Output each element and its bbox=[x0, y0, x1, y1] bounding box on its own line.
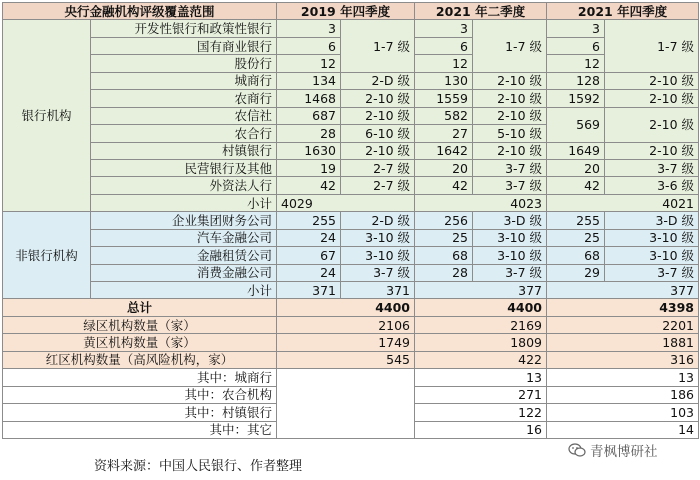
subtotal-label: 小计 bbox=[91, 194, 277, 211]
institution-name: 国有商业银行 bbox=[91, 37, 277, 54]
level-cell: 2-7 级 bbox=[341, 177, 415, 194]
count-cell: 256 bbox=[415, 212, 473, 229]
level-cell: 1-7 级 bbox=[473, 20, 547, 72]
subtotal-cell: 377 bbox=[547, 282, 699, 299]
count-cell: 12 bbox=[415, 55, 473, 72]
subtotal-label: 小计 bbox=[91, 282, 277, 299]
red-zone-row bbox=[3, 351, 699, 368]
watermark bbox=[565, 440, 661, 460]
count-cell: 27 bbox=[415, 125, 473, 142]
table-row bbox=[3, 264, 699, 281]
level-cell: 2-10 级 bbox=[473, 72, 547, 89]
subtotal-cell: 4029 bbox=[277, 194, 415, 211]
level-cell: 2-10 级 bbox=[605, 107, 699, 142]
green-zone-cell: 2106 bbox=[277, 316, 415, 333]
level-cell: 3-7 级 bbox=[605, 159, 699, 176]
breakdown-row bbox=[3, 369, 699, 386]
level-cell: 3-10 级 bbox=[341, 247, 415, 264]
breakdown-cell: 271 bbox=[415, 386, 547, 403]
count-cell: 134 bbox=[277, 72, 341, 89]
period-header: 2021 年四季度 bbox=[547, 3, 699, 20]
level-cell: 3-6 级 bbox=[605, 177, 699, 194]
count-cell: 24 bbox=[277, 229, 341, 246]
table-row bbox=[3, 72, 699, 89]
count-cell: 255 bbox=[547, 212, 605, 229]
breakdown-cell: 16 bbox=[415, 421, 547, 438]
count-cell: 582 bbox=[415, 107, 473, 124]
count-cell: 24 bbox=[277, 264, 341, 281]
green-zone-row bbox=[3, 316, 699, 333]
institution-name: 汽车金融公司 bbox=[91, 229, 277, 246]
count-cell: 20 bbox=[415, 159, 473, 176]
count-cell: 67 bbox=[277, 247, 341, 264]
level-cell: 3-7 级 bbox=[473, 264, 547, 281]
table-row bbox=[3, 20, 699, 37]
level-cell: 1-7 级 bbox=[605, 20, 699, 72]
breakdown-label: 其中：农合机构 bbox=[3, 386, 277, 403]
breakdown-label: 其中：城商行 bbox=[3, 369, 277, 386]
count-cell: 3 bbox=[415, 20, 473, 37]
institution-name: 开发性银行和政策性银行 bbox=[91, 20, 277, 37]
level-cell: 3-7 级 bbox=[605, 264, 699, 281]
total-label: 总计 bbox=[3, 299, 277, 316]
table-row bbox=[3, 229, 699, 246]
table-row bbox=[3, 142, 699, 159]
yellow-zone-label: 黄区机构数量（家） bbox=[3, 334, 277, 351]
count-cell: 29 bbox=[547, 264, 605, 281]
breakdown-cell: 13 bbox=[415, 369, 547, 386]
rating-coverage-table bbox=[2, 2, 699, 439]
wechat-icon bbox=[568, 443, 586, 457]
total-row bbox=[3, 299, 699, 316]
level-cell: 5-10 级 bbox=[473, 125, 547, 142]
scope-header: 央行金融机构评级覆盖范围 bbox=[3, 3, 277, 20]
subtotal-cell: 4023 bbox=[415, 194, 547, 211]
table-row bbox=[3, 159, 699, 176]
count-cell: 68 bbox=[547, 247, 605, 264]
count-cell: 42 bbox=[415, 177, 473, 194]
red-zone-cell: 316 bbox=[547, 351, 699, 368]
green-zone-cell: 2201 bbox=[547, 316, 699, 333]
count-cell: 687 bbox=[277, 107, 341, 124]
count-cell: 19 bbox=[277, 159, 341, 176]
subtotal-cell: 4021 bbox=[547, 194, 699, 211]
institution-name: 股份行 bbox=[91, 55, 277, 72]
institution-name: 农信社 bbox=[91, 107, 277, 124]
yellow-zone-cell: 1881 bbox=[547, 334, 699, 351]
count-cell: 68 bbox=[415, 247, 473, 264]
level-cell: 3-10 级 bbox=[605, 229, 699, 246]
level-cell: 6-10 级 bbox=[341, 125, 415, 142]
total-cell: 4400 bbox=[415, 299, 547, 316]
subtotal-row bbox=[3, 194, 699, 211]
header-row bbox=[3, 3, 699, 20]
breakdown-label: 其中：村镇银行 bbox=[3, 404, 277, 421]
count-cell: 25 bbox=[415, 229, 473, 246]
subtotal-cell: 371 bbox=[341, 282, 415, 299]
green-zone-cell: 2169 bbox=[415, 316, 547, 333]
level-cell: 1-7 级 bbox=[341, 20, 415, 72]
count-cell: 3 bbox=[547, 20, 605, 37]
level-cell: 2-10 级 bbox=[341, 142, 415, 159]
source-note: 资料来源：中国人民银行、作者整理 bbox=[94, 459, 303, 474]
count-cell: 1649 bbox=[547, 142, 605, 159]
institution-name: 民营银行及其他 bbox=[91, 159, 277, 176]
table-row bbox=[3, 107, 699, 124]
institution-name: 城商行 bbox=[91, 72, 277, 89]
count-cell: 42 bbox=[277, 177, 341, 194]
subtotal-row bbox=[3, 282, 699, 299]
table-row bbox=[3, 247, 699, 264]
count-cell: 28 bbox=[277, 125, 341, 142]
bank-group-label: 银行机构 bbox=[3, 20, 91, 212]
level-cell: 2-10 级 bbox=[473, 142, 547, 159]
count-cell: 42 bbox=[547, 177, 605, 194]
breakdown-cell: 122 bbox=[415, 404, 547, 421]
level-cell: 2-10 级 bbox=[341, 107, 415, 124]
yellow-zone-row bbox=[3, 334, 699, 351]
table-row bbox=[3, 177, 699, 194]
nonbank-group-label: 非银行机构 bbox=[3, 212, 91, 299]
count-cell: 1630 bbox=[277, 142, 341, 159]
breakdown-cell: 103 bbox=[547, 404, 699, 421]
count-cell: 1468 bbox=[277, 90, 341, 107]
count-cell: 3 bbox=[277, 20, 341, 37]
level-cell: 2-10 级 bbox=[605, 72, 699, 89]
count-cell: 255 bbox=[277, 212, 341, 229]
yellow-zone-cell: 1749 bbox=[277, 334, 415, 351]
count-cell: 1559 bbox=[415, 90, 473, 107]
total-cell: 4400 bbox=[277, 299, 415, 316]
level-cell: 3-10 级 bbox=[341, 229, 415, 246]
level-cell: 3-10 级 bbox=[473, 229, 547, 246]
empty-cell bbox=[277, 369, 415, 439]
count-cell: 1642 bbox=[415, 142, 473, 159]
level-cell: 2-10 级 bbox=[605, 142, 699, 159]
institution-name: 农商行 bbox=[91, 90, 277, 107]
level-cell: 2-D 级 bbox=[341, 72, 415, 89]
count-cell: 20 bbox=[547, 159, 605, 176]
level-cell: 2-D 级 bbox=[341, 212, 415, 229]
watermark-text: 青枫博研社 bbox=[590, 444, 658, 460]
count-cell: 128 bbox=[547, 72, 605, 89]
breakdown-cell: 13 bbox=[547, 369, 699, 386]
table-row bbox=[3, 90, 699, 107]
institution-name: 消费金融公司 bbox=[91, 264, 277, 281]
breakdown-label: 其中：其它 bbox=[3, 421, 277, 438]
count-cell: 6 bbox=[277, 37, 341, 54]
institution-name: 村镇银行 bbox=[91, 142, 277, 159]
count-cell: 1592 bbox=[547, 90, 605, 107]
breakdown-cell: 14 bbox=[547, 421, 699, 438]
red-zone-cell: 545 bbox=[277, 351, 415, 368]
institution-name: 企业集团财务公司 bbox=[91, 212, 277, 229]
count-cell: 28 bbox=[415, 264, 473, 281]
level-cell: 2-10 级 bbox=[341, 90, 415, 107]
level-cell: 3-7 级 bbox=[473, 159, 547, 176]
level-cell: 2-7 级 bbox=[341, 159, 415, 176]
subtotal-cell: 371 bbox=[277, 282, 341, 299]
level-cell: 3-7 级 bbox=[341, 264, 415, 281]
table-row bbox=[3, 212, 699, 229]
level-cell: 2-10 级 bbox=[473, 90, 547, 107]
count-cell: 12 bbox=[547, 55, 605, 72]
level-cell: 3-10 级 bbox=[605, 247, 699, 264]
level-cell: 2-10 级 bbox=[605, 90, 699, 107]
breakdown-cell: 186 bbox=[547, 386, 699, 403]
level-cell: 3-D 级 bbox=[605, 212, 699, 229]
yellow-zone-cell: 1809 bbox=[415, 334, 547, 351]
level-cell: 3-10 级 bbox=[473, 247, 547, 264]
level-cell: 3-7 级 bbox=[473, 177, 547, 194]
count-cell: 25 bbox=[547, 229, 605, 246]
red-zone-label: 红区机构数量（高风险机构，家） bbox=[3, 351, 277, 368]
count-cell: 6 bbox=[547, 37, 605, 54]
count-cell: 12 bbox=[277, 55, 341, 72]
level-cell: 3-D 级 bbox=[473, 212, 547, 229]
red-zone-cell: 422 bbox=[415, 351, 547, 368]
institution-name: 农合行 bbox=[91, 125, 277, 142]
level-cell: 2-10 级 bbox=[473, 107, 547, 124]
institution-name: 外资法人行 bbox=[91, 177, 277, 194]
count-cell: 569 bbox=[547, 107, 605, 142]
count-cell: 6 bbox=[415, 37, 473, 54]
green-zone-label: 绿区机构数量（家） bbox=[3, 316, 277, 333]
total-cell: 4398 bbox=[547, 299, 699, 316]
institution-name: 金融租赁公司 bbox=[91, 247, 277, 264]
count-cell: 130 bbox=[415, 72, 473, 89]
period-header: 2021 年二季度 bbox=[415, 3, 547, 20]
period-header: 2019 年四季度 bbox=[277, 3, 415, 20]
subtotal-cell: 377 bbox=[415, 282, 547, 299]
